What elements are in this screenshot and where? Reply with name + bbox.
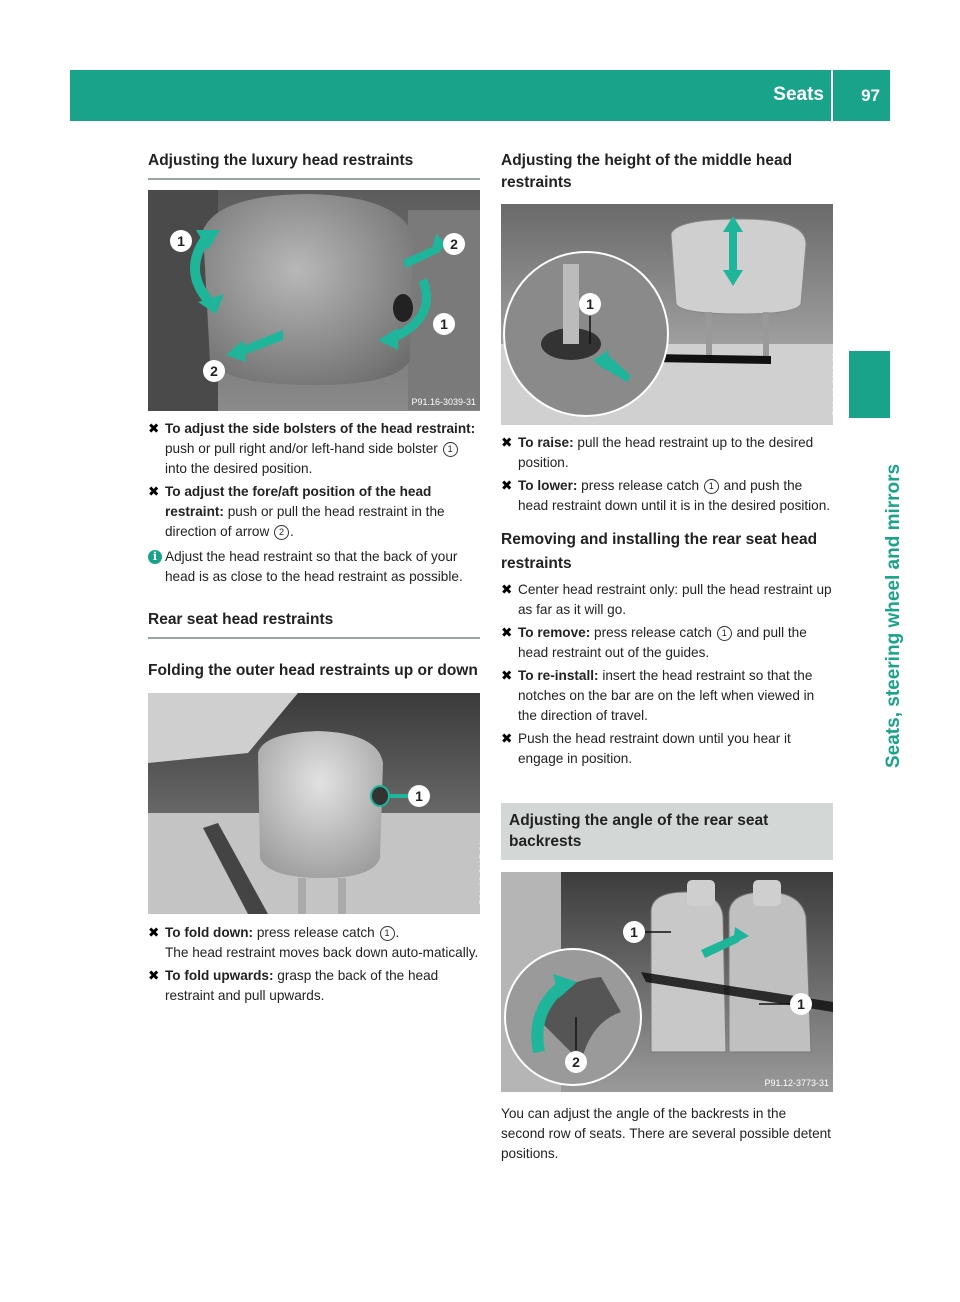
page-number: 97 (861, 86, 880, 105)
heading-luxury-head-restraints: Adjusting the luxury head restraints (148, 150, 480, 180)
callout-1: 1 (717, 626, 732, 641)
step-center-only: ✖ Center head restraint only: pull the head restraint up as far as it will go. (501, 582, 832, 617)
image-code: P91.12-3773-31 (764, 1078, 829, 1088)
chapter-tab (849, 351, 890, 418)
photo-middle-head-restraint (501, 204, 841, 425)
heading-middle-head-restraints: Adjusting the height of the middle head restraints (501, 152, 793, 191)
svg-text:1: 1 (177, 233, 185, 249)
backrest-paragraph: You can adjust the angle of the backrests in the second row of seats. There are several possible detent positions. (501, 1106, 831, 1161)
callout-1: 1 (704, 479, 719, 494)
photo-luxury-head-restraint (148, 190, 480, 411)
svg-text:2: 2 (450, 236, 458, 252)
svg-text:1: 1 (797, 996, 805, 1012)
svg-text:1: 1 (630, 924, 638, 940)
step-reinstall: ✖ To re-install: insert the head restraint so that the notches on the bar are on the left when viewed in the direction of travel. (501, 668, 815, 723)
info-icon: i (148, 550, 162, 564)
svg-text:1: 1 (440, 316, 448, 332)
svg-text:2: 2 (210, 363, 218, 379)
svg-text:2: 2 (572, 1054, 580, 1070)
svg-text:1: 1 (415, 788, 423, 804)
step-push-down: ✖ Push the head restraint down until you hear it engage in position. (501, 731, 791, 766)
page-header-bar (70, 70, 890, 121)
info-note: i Adjust the head restraint so that the back of your head is as close to the head restraint as possible. (148, 547, 480, 587)
image-code: P91.16-3039-31 (411, 397, 476, 407)
step-side-bolsters: ✖ To adjust the side bolsters of the head restraint: push or pull right and/or left-hand side bolster 1 into the desired position. (148, 421, 476, 476)
section-title: Seats (773, 84, 824, 105)
heading-rear-seat-head-restraints: Rear seat head restraints (148, 609, 480, 639)
step-raise: ✖ To raise: pull the head restraint up to the desired position. (501, 435, 814, 470)
callout-2: 2 (274, 525, 289, 540)
step-fold-down: ✖ To fold down: press release catch 1 . The head restraint moves back down auto-matically. (148, 925, 479, 960)
image-code: P91.16-3118-31 (831, 352, 841, 416)
photo-outer-head-restraint (148, 693, 488, 914)
callout-1: 1 (380, 926, 395, 941)
callout-1: 1 (443, 442, 458, 457)
header-divider (831, 70, 833, 121)
chapter-label: Seats, steering wheel and mirrors (883, 463, 904, 768)
heading-removing-installing: Removing and installing the rear seat head restraints (501, 531, 818, 572)
photo-rear-seat-backrests (501, 872, 833, 1092)
step-fore-aft: ✖ To adjust the fore/aft position of the head restraint: push or pull the head restraint in the direction of arrow 2 . (148, 484, 445, 539)
svg-text:1: 1 (586, 296, 594, 312)
step-fold-upwards: ✖ To fold upwards: grasp the back of the head restraint and pull upwards. (148, 968, 439, 1003)
left-column (148, 150, 488, 1006)
image-code: P91.16-3117-31 (478, 841, 488, 905)
step-lower: ✖ To lower: press release catch 1 and push the head restraint down until it is in the desired position. (501, 478, 831, 513)
heading-folding-outer: Folding the outer head restraints up or down (148, 662, 478, 679)
heading-backrest-angle: Adjusting the angle of the rear seat backrests (501, 803, 833, 860)
right-column (501, 150, 841, 1164)
step-remove: ✖ To remove: press release catch 1 and pull the head restraint out of the guides. (501, 625, 807, 660)
